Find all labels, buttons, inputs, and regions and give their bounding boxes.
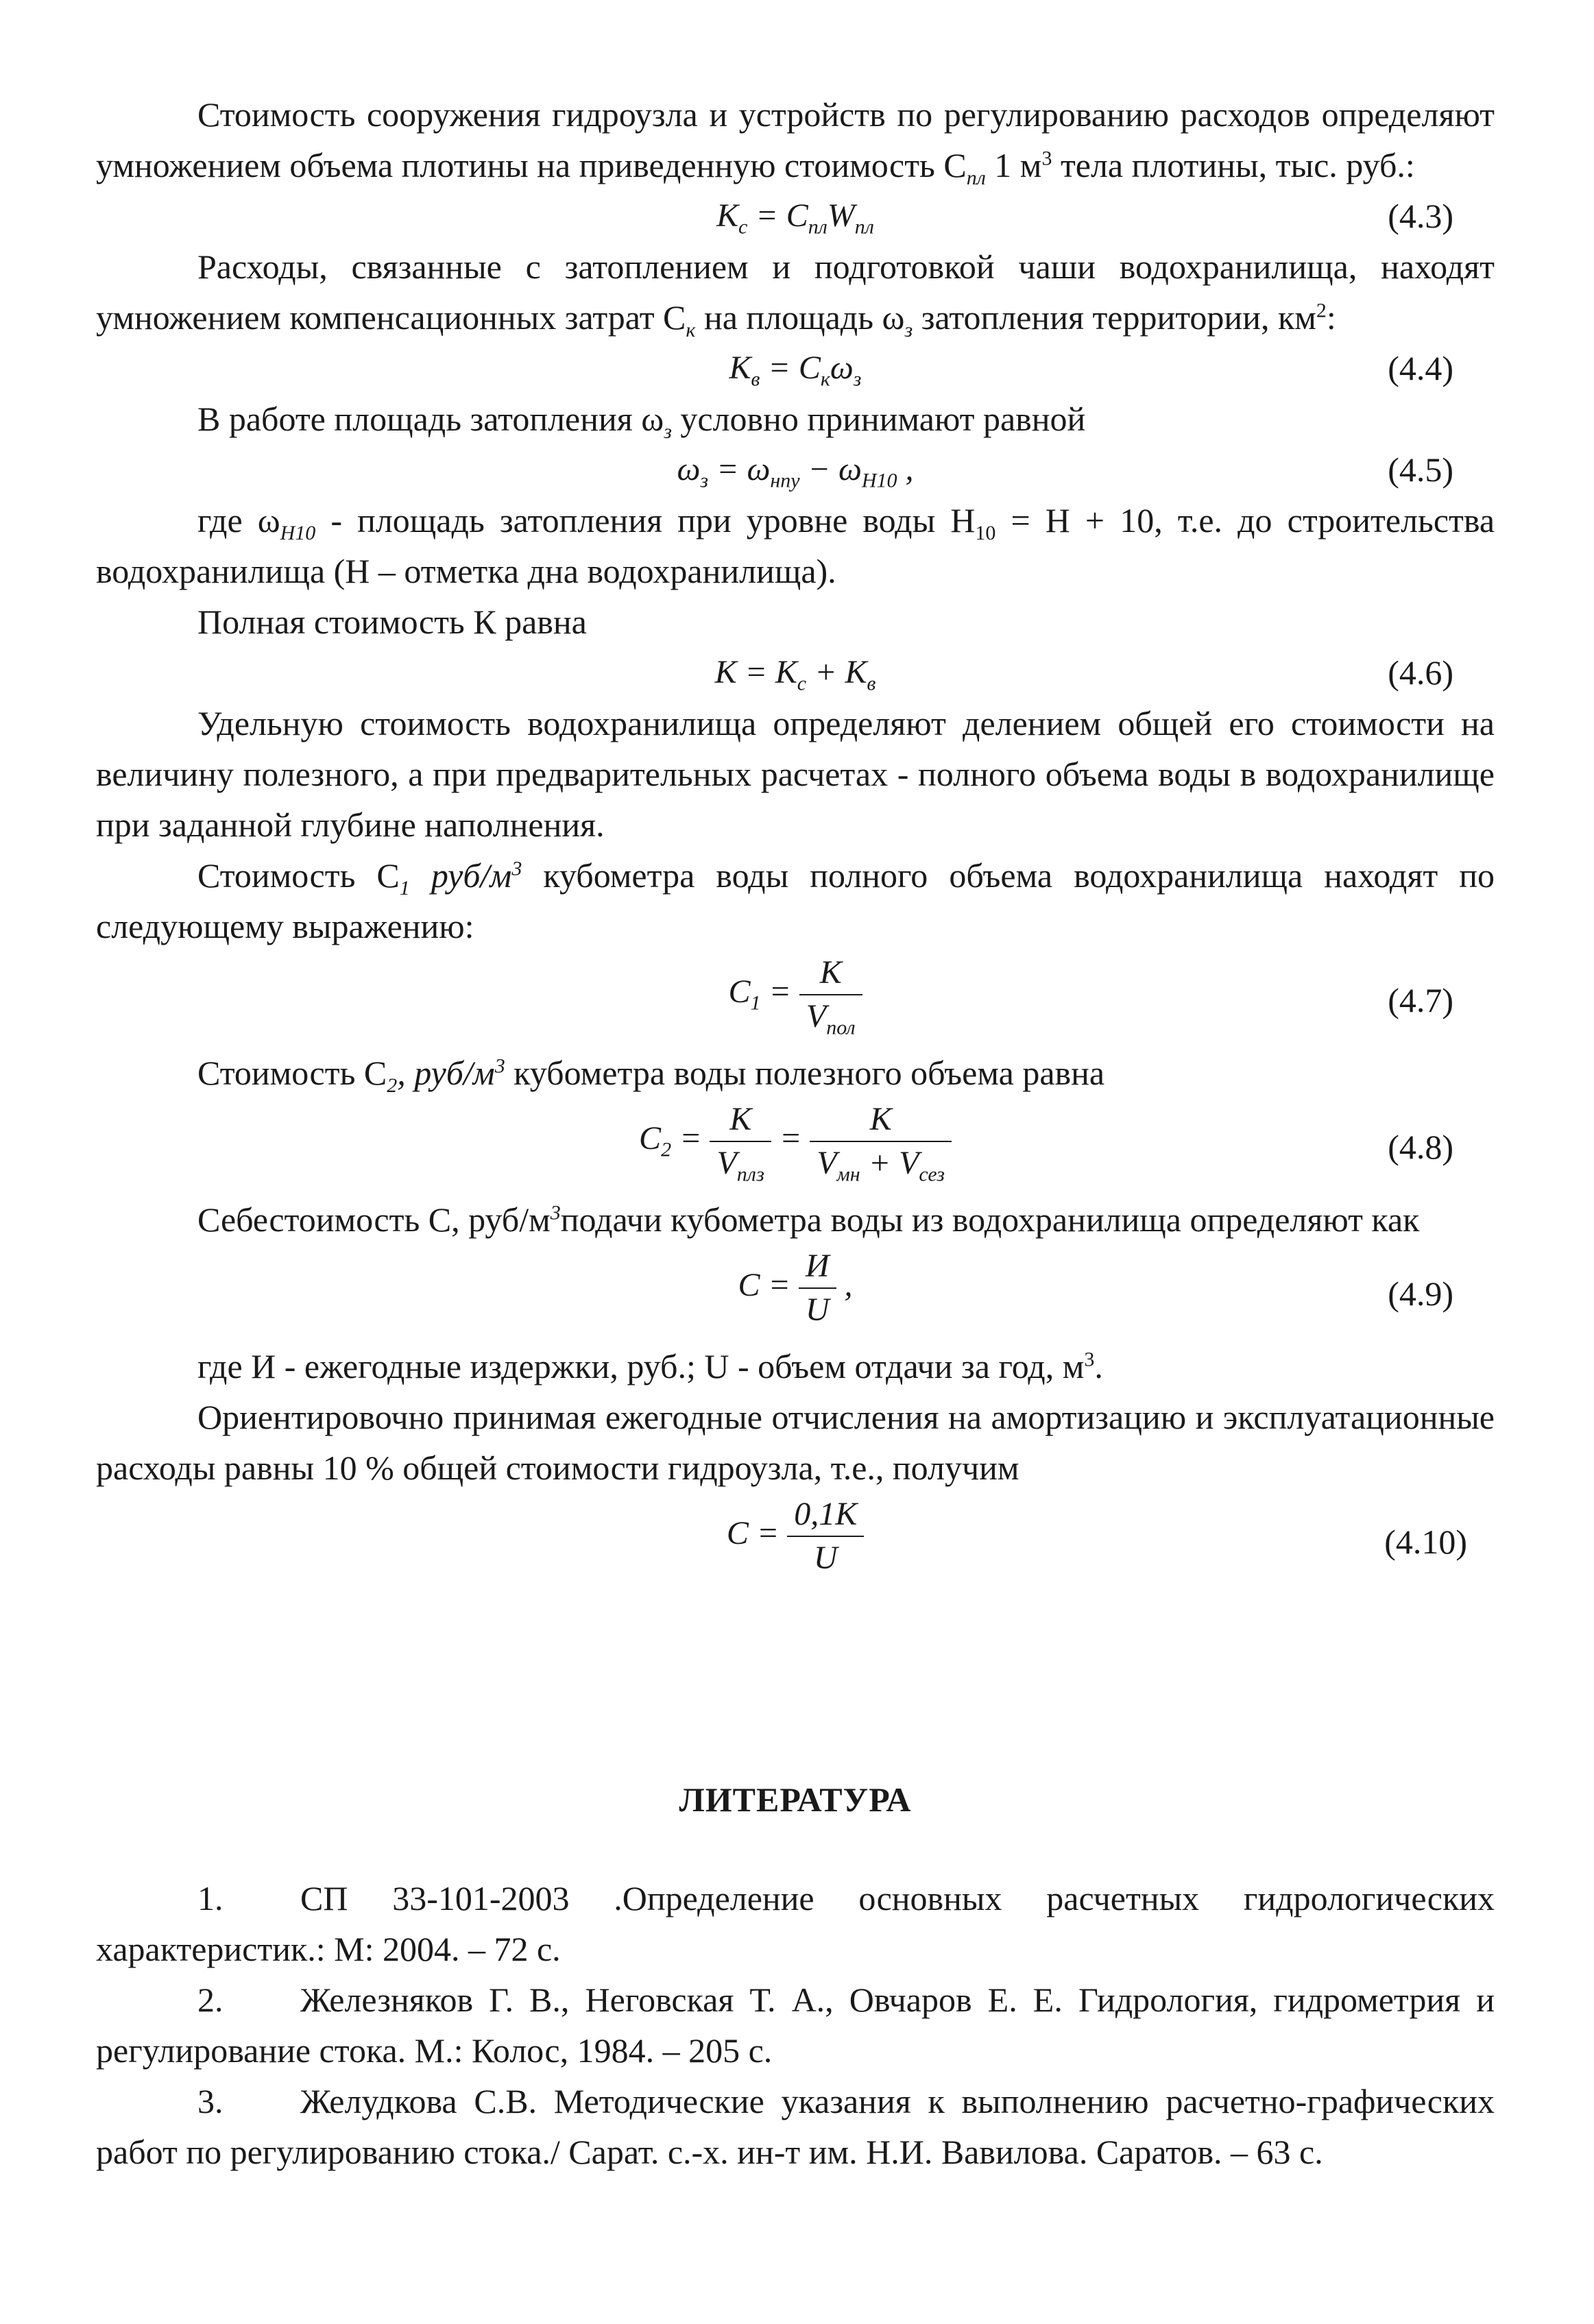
- paragraph-flood-area: В работе площадь затопления $\omega_з$ условно принимают равной: [197, 400, 1086, 443]
- literature-heading: ЛИТЕРАТУРА: [679, 1780, 912, 1819]
- formula-expression: С = $\frac{0,1К}{U}$: [96, 1493, 1495, 1579]
- paragraph-where-i: где И - ежегодные издержки, руб.; U - объем отдачи за год, $м^3$.: [197, 1347, 1103, 1385]
- fraction: $\frac{К}{V_{пол}}$: [799, 952, 862, 1038]
- formula-expression: $С_2$ = $\frac{К}{V_{плз}}$ = $\frac{К}{V_{мн} + V_{сез}}$: [96, 1098, 1495, 1185]
- fraction: $\frac{0,1К}{U}$: [787, 1493, 864, 1579]
- formula-4-6: [96, 647, 1495, 698]
- formula-4-5: [96, 444, 1495, 495]
- formula-number: (4.9): [1388, 1274, 1453, 1313]
- formula-number: (4.4): [1388, 349, 1453, 387]
- subscript: пл: [966, 167, 986, 189]
- formula-expression: $С_1$ = $\frac{К}{V_{пол}}$: [96, 952, 1495, 1038]
- formula-expression: С = $\frac{И}{U}$ ,: [96, 1245, 1495, 1331]
- paragraph-prime-cost: Себестоимость С, руб/$м^3подачи$ кубометра воды из водохранилища определяют как: [197, 1200, 1420, 1239]
- text: 1 м: [985, 146, 1042, 184]
- formula-expression: $\omega_з = \omega_{нпу} - \omega_{H10}$ ,: [677, 451, 914, 492]
- paragraph-where-omega: где $\omega_{H10}$ - площадь затопления при уровне воды $H_{10} = H + 10$, т.е. до строительства водохранилища (H – отметка дна водохранилища).: [96, 501, 1495, 590]
- document-page: [96, 89, 1495, 2177]
- paragraph-flooding-cost: Расходы, связанные с затоплением и подготовкой чаши водохранилища, находят умножением компенсационных затрат $С_к$ на площадь $\omega_з$ затопления территории, $км^2$:: [96, 247, 1495, 341]
- text: тела плотины, тыс. руб.:: [1052, 146, 1415, 184]
- fraction: $\frac{К}{V_{мн} + V_{сез}}$: [810, 1098, 952, 1185]
- superscript: 3: [1041, 147, 1052, 170]
- formula-4-8: [96, 1098, 1495, 1194]
- formula-4-9: [96, 1245, 1495, 1341]
- formula-number: (4.8): [1388, 1128, 1453, 1166]
- formula-number: (4.5): [1388, 450, 1453, 489]
- paragraph-cost-c1: Стоимость $С_1$ руб/$м^3$ кубометра воды полного объема водохранилища находят по следующему выражению:: [96, 856, 1495, 945]
- formula-number: (4.7): [1388, 981, 1453, 1019]
- formula-expression: $К_в = С_к\omega_з$: [729, 350, 862, 391]
- fraction: $\frac{И}{U}$: [799, 1245, 836, 1331]
- formula-number: (4.6): [1388, 653, 1453, 692]
- formula-4-3: [96, 191, 1495, 241]
- paragraph-dam-cost: [96, 89, 1495, 191]
- paragraph-specific-cost: Удельную стоимость водохранилища определяют делением общей его стоимости на величину полезного, а при предварительных расчетах - полного объема воды в водохранилище при заданной глубине наполнения.: [96, 704, 1495, 844]
- formula-4-7: [96, 952, 1495, 1048]
- reference-item: 1. СП 33-101-2003 .Определение основных расчетных гидрологических характеристик.: М: 2004. – 72 с.: [96, 1879, 1495, 1968]
- formula-expression: $К = К_с + К_в$: [714, 654, 876, 695]
- fraction: $\frac{К}{V_{плз}}$: [710, 1098, 771, 1185]
- formula-4-10: [96, 1493, 1495, 1589]
- paragraph-total-cost: Полная стоимость К равна: [197, 603, 587, 641]
- paragraph-approximate: Ориентировочно принимая ежегодные отчисления на амортизацию и эксплуатационные расходы равны 10 % общей стоимости гидроузла, т.е., получим: [96, 1398, 1495, 1487]
- formula-number: (4.3): [1388, 197, 1453, 235]
- text: Стоимость сооружения гидроузла и устройств по регулированию расходов определяют умножением объема плотины на приведенную стоимость С: [96, 95, 1495, 184]
- formula-4-4: [96, 343, 1495, 394]
- reference-item: 2. Железняков Г. В., Неговская Т. А., Овчаров Е. Е. Гидрология, гидрометрия и регулирование стока. М.: Колос, 1984. – 205 с.: [96, 1981, 1495, 2070]
- reference-item: 3. Желудкова С.В. Методические указания к выполнению расчетно-графических работ по регулированию стока./ Сарат. с.-х. ин-т им. Н.И. Вавилова. Саратов. – 63 с.: [96, 2082, 1495, 2171]
- paragraph-cost-c2: Стоимость $С_2$, руб/$м^3$ кубометра воды полезного объема равна: [197, 1054, 1105, 1097]
- formula-number: (4.10): [1384, 1523, 1467, 1561]
- formula-expression: $К_с = С_{пл}W_{пл}$: [716, 197, 874, 239]
